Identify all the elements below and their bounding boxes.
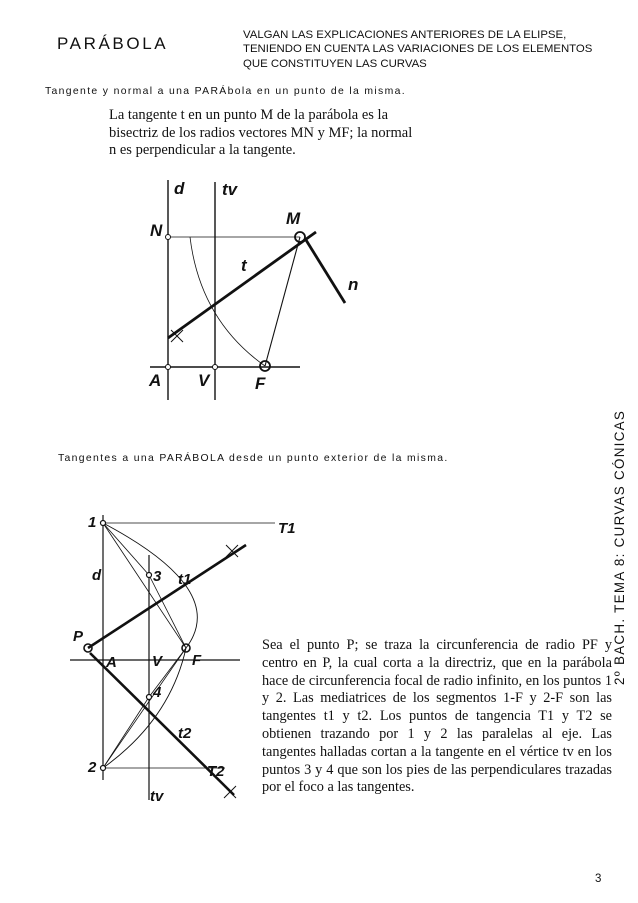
label-3: 3 bbox=[153, 568, 162, 585]
intro-note: VALGAN LAS EXPLICACIONES ANTERIORES DE LA ELIPSE, TENIENDO EN CUENTA LAS VARIACIONES DE LOS ELEMENTOS QUE CONSTITUYEN LAS CURVAS bbox=[243, 29, 593, 70]
exterior-point-explanation: Sea el punto P; se traza la circunferencia de radio PF y centro en P, la cual corta a la directriz, que en la parábola hace de circunferencia focal de radio infinito, en los puntos 1 y 2. Las mediatrices de los segmentos 1-F y 2-F son las tangentes t1 y t2. Los puntos de tangencia T1 y T2 se obtienen trazando por 1 y 2 las paralelas al eje. Las tangentes halladas cortan a la tangente en el vértice tv en los puntos 3 y 4 que son los pies de las perpendiculares trazadas por el foco a las tangentes. bbox=[262, 637, 612, 796]
label-N: N bbox=[150, 221, 163, 240]
label-t: t bbox=[241, 256, 247, 275]
label-V: V bbox=[198, 371, 210, 390]
side-chapter-label: 2º BACH. TEMA 8: CURVAS CÓNICAS bbox=[612, 409, 627, 685]
label-T2: T2 bbox=[207, 763, 225, 780]
label-n: n bbox=[348, 275, 359, 294]
label-M: M bbox=[286, 209, 301, 228]
label-F: F bbox=[255, 374, 266, 393]
label-A: A bbox=[106, 654, 117, 671]
label-d: d bbox=[92, 567, 102, 584]
label-A: A bbox=[149, 371, 162, 390]
tangent-normal-explanation: La tangente t en un punto M de la parábola es la bisectriz de los radios vectores MN y MF; la normal n es perpendicular a la tangente. bbox=[109, 107, 413, 158]
label-4: 4 bbox=[153, 684, 162, 701]
label-P: P bbox=[73, 628, 84, 645]
label-t2: t2 bbox=[178, 725, 192, 742]
section-heading-tangent-normal: Tangente y normal a una PARÁbola en un punto de la misma. bbox=[45, 86, 406, 97]
label-tv: tv bbox=[150, 788, 164, 805]
label-1: 1 bbox=[88, 514, 97, 531]
label-t1: t1 bbox=[178, 571, 192, 588]
page-number: 3 bbox=[595, 873, 602, 885]
label-F: F bbox=[192, 652, 202, 669]
label-d: d bbox=[174, 179, 185, 198]
tangent-line-t1 bbox=[88, 545, 246, 648]
label-V: V bbox=[152, 653, 163, 670]
label-2: 2 bbox=[88, 759, 97, 776]
label-tv: tv bbox=[222, 180, 238, 199]
label-T1: T1 bbox=[278, 520, 296, 537]
section-heading-exterior-point: Tangentes a una PARÁBOLA desde un punto exterior de la misma. bbox=[58, 453, 449, 464]
page-title: PARÁBOLA bbox=[57, 34, 169, 53]
